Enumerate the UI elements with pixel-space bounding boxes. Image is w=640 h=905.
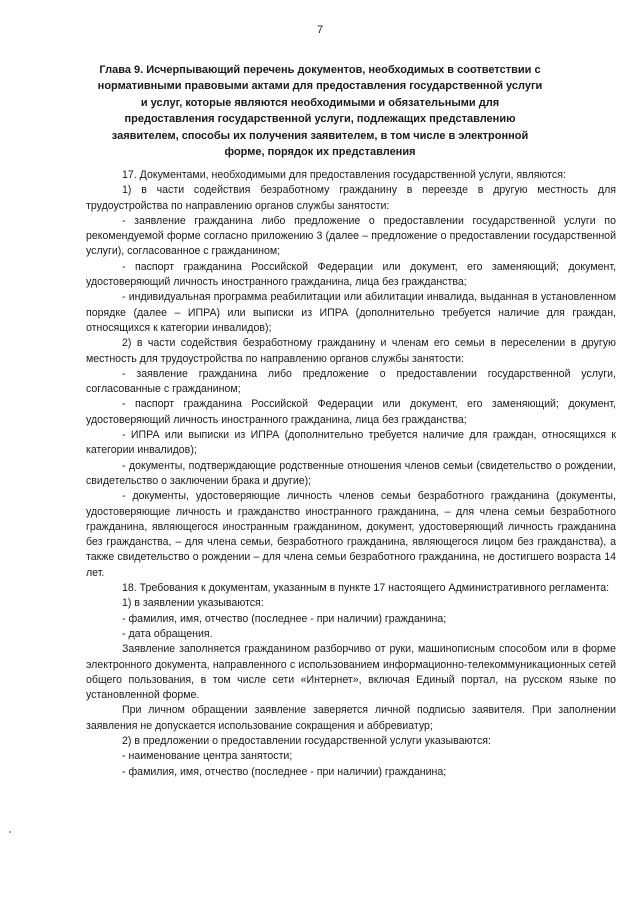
paragraph-bullet: - фамилия, имя, отчество (последнее - при наличии) гражданина; <box>122 612 447 625</box>
paragraph-18-intro: 18. Требования к документам, указанным в пункте 17 настоящего Административного регламента: <box>122 582 610 595</box>
paragraph-bullet: - паспорт гражданина Российской Федерации или документ, его заменяющий; документ, удостоверяющий личность иностранного гражданина, лица без гражданства; <box>86 398 616 426</box>
paragraph-bullet: - наименование центра занятости; <box>122 750 293 763</box>
paragraph-bullet: - заявление гражданина либо предложение о предоставлении государственной услуги, согласованные с гражданином; <box>86 367 616 396</box>
document-body <box>86 168 616 780</box>
paragraph-bullet: - дата обращения. <box>122 627 213 640</box>
paragraph-text: Заявление заполняется гражданином разборчиво от руки, машинописным способом или в форме электронного документа, направленного с использованием информационно-телекоммуникационных сетей общего пользования, в том числе сети «Интернет», включая Единый портал, на русском языке по установленной форме. <box>86 643 616 702</box>
paragraph-item-2: 2) в части содействия безработному гражданину и членам его семьи в переселении в другую местность для трудоустройства по направлению органов службы занятости: <box>86 337 616 365</box>
paragraph-item-2: 2) в предложении о предоставлении государственной услуги указываются: <box>122 734 491 747</box>
paragraph-bullet: - ИПРА или выписки из ИПРА (дополнительно требуется наличие для граждан, относящихся к категории инвалидов); <box>86 429 616 457</box>
paragraph-bullet: - индивидуальная программа реабилитации или абилитации инвалида, выданная в установленном порядке (далее – ИПРА) или выписки из ИПРА (дополнительно требуется наличие для граждан, относящихся к категории инвалидов); <box>86 291 616 334</box>
page-number: 7 <box>316 24 324 36</box>
paragraph-bullet: - заявление гражданина либо предложение о предоставлении государственной услуги по рекомендуемой форме согласно приложению 3 (далее – предложение о предоставлении государственной услуги), согласованное с гражданином; <box>86 214 616 258</box>
chapter-title: Глава 9. Исчерпывающий перечень документов, необходимых в соответствии с нормативными правовыми актами для предоставления государственной услуги и услуг, которые являются необходимыми и обязательными для предоставления государственной услуги, подлежащих представлению заявителем, способы их получения заявителем, в том числе в электронной форме, порядок их представления <box>97 64 543 159</box>
paragraph-item-1: 1) в заявлении указываются: <box>122 597 264 610</box>
paragraph-bullet: - документы, подтверждающие родственные отношения членов семьи (свидетельство о рождении, свидетельство о заключении брака и другие); <box>86 459 616 487</box>
paragraph-bullet: - документы, удостоверяющие личность членов семьи безработного гражданина (документы, удостоверяющие личность и гражданство иностранного гражданина, – для члена семьи безработного гражданина, являющегося иностранным гражданином, документ, удостоверяющий личность гражданина без гражданства, – для члена семьи, безработного гражданина, являющегося лицом без гражданства), а также свидетельство о рождении – для члена семьи безработного гражданина, не достигшего возраста 14 лет. <box>86 490 616 579</box>
paragraph-item-1: 1) в части содействия безработному гражданину в переезде в другую местность для трудоустройства по направлению органов службы занятости: <box>86 184 616 212</box>
paragraph-17-intro: 17. Документами, необходимыми для предоставления государственной услуги, являются: <box>122 169 566 181</box>
paragraph-bullet: - фамилия, имя, отчество (последнее - при наличии) гражданина; <box>122 765 447 778</box>
scan-speck <box>9 831 11 833</box>
paragraph-text: При личном обращении заявление заверяется личной подписью заявителя. При заполнении заявления не допускается использование сокращения и аббревиатур; <box>86 704 616 732</box>
paragraph-bullet: - паспорт гражданина Российской Федерации или документ, его заменяющий; документ, удостоверяющий личность иностранного гражданина, лица без гражданства; <box>86 260 616 289</box>
